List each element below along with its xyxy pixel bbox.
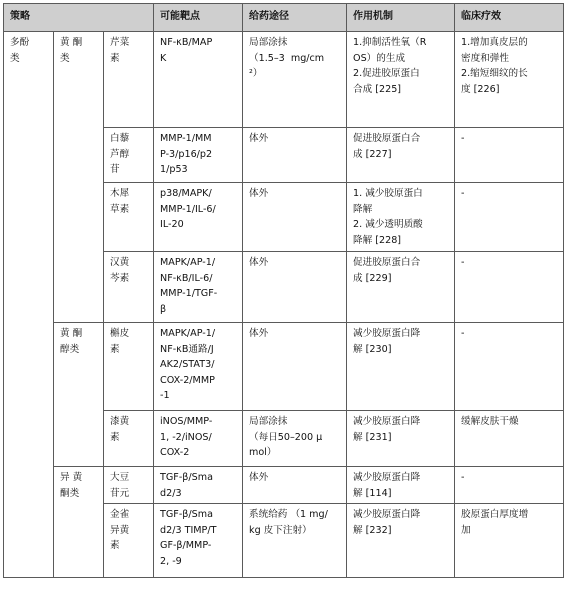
route-cell: 体外 — [243, 467, 347, 504]
group-cell: 多酚 类 — [4, 32, 54, 578]
compound-cell: 白藜 芦醇 苷 — [104, 128, 154, 183]
route-cell: 体外 — [243, 128, 347, 183]
header-row — [4, 4, 564, 32]
mechanism-cell: 减少胶原蛋白降 解 [114] — [347, 467, 455, 504]
efficacy-cell: - — [455, 323, 564, 411]
targets-cell: iNOS/MMP- 1, -2/iNOS/ COX-2 — [154, 411, 243, 467]
mechanism-cell: 减少胶原蛋白降 解 [231] — [347, 411, 455, 467]
targets-cell: TGF-β/Sma d2/3 — [154, 467, 243, 504]
mechanism-cell: 促进胶原蛋白合 成 [229] — [347, 252, 455, 323]
mechanism-cell: 1.抑制活性氧（R OS）的生成 2.促进胶原蛋白 合成 [225] — [347, 32, 455, 128]
compound-cell: 金雀 异黄 素 — [104, 504, 154, 578]
targets-cell: MAPK/AP-1/ NF-κB/IL-6/ MMP-1/TGF- β — [154, 252, 243, 323]
header-targets: 可能靶点 — [154, 4, 243, 32]
efficacy-cell: - — [455, 128, 564, 183]
targets-cell: MAPK/AP-1/ NF-κB通路/J AK2/STAT3/ COX-2/MMP -1 — [154, 323, 243, 411]
compound-cell: 槲皮 素 — [104, 323, 154, 411]
mechanism-cell: 促进胶原蛋白合 成 [227] — [347, 128, 455, 183]
route-cell: 体外 — [243, 323, 347, 411]
header-mechanism: 作用机制 — [347, 4, 455, 32]
compound-cell: 大豆 苷元 — [104, 467, 154, 504]
efficacy-cell: 1.增加真皮层的 密度和弹性 2.缩短细纹的长 度 [226] — [455, 32, 564, 128]
mechanism-cell: 减少胶原蛋白降 解 [230] — [347, 323, 455, 411]
compound-cell: 芹菜 素 — [104, 32, 154, 128]
targets-cell: TGF-β/Sma d2/3 TIMP/T GF-β/MMP- 2, -9 — [154, 504, 243, 578]
subgroup-cell: 黄 酮 醇类 — [54, 323, 104, 467]
header-efficacy: 临床疗效 — [455, 4, 564, 32]
compound-cell: 木犀 草素 — [104, 183, 154, 252]
mechanism-cell: 1. 减少胶原蛋白 降解 2. 减少透明质酸 降解 [228] — [347, 183, 455, 252]
efficacy-cell: 胶原蛋白厚度增 加 — [455, 504, 564, 578]
compound-cell: 汉黄 芩素 — [104, 252, 154, 323]
route-cell: 系统给药 （1 mg/ kg 皮下注射） — [243, 504, 347, 578]
data-table — [3, 3, 564, 578]
mechanism-cell: 减少胶原蛋白降 解 [232] — [347, 504, 455, 578]
compound-cell: 漆黄 素 — [104, 411, 154, 467]
route-cell: 局部涂抹 （每日50–200 μ mol） — [243, 411, 347, 467]
route-cell: 体外 — [243, 252, 347, 323]
efficacy-cell: - — [455, 467, 564, 504]
table-row — [4, 323, 564, 411]
efficacy-cell: - — [455, 183, 564, 252]
route-cell: 体外 — [243, 183, 347, 252]
efficacy-cell: 缓解皮肤干燥 — [455, 411, 564, 467]
targets-cell: MMP-1/MM P-3/p16/p2 1/p53 — [154, 128, 243, 183]
route-cell: 局部涂抹 （1.5–3 mg/cm ²） — [243, 32, 347, 128]
subgroup-cell: 黄 酮 类 — [54, 32, 104, 323]
table-row — [4, 32, 564, 128]
table-row — [4, 467, 564, 504]
header-strategy: 策略 — [4, 4, 154, 32]
targets-cell: NF-κB/MAP K — [154, 32, 243, 128]
targets-cell: p38/MAPK/ MMP-1/IL-6/ IL-20 — [154, 183, 243, 252]
header-route: 给药途径 — [243, 4, 347, 32]
subgroup-cell: 异 黄 酮类 — [54, 467, 104, 578]
efficacy-cell: - — [455, 252, 564, 323]
